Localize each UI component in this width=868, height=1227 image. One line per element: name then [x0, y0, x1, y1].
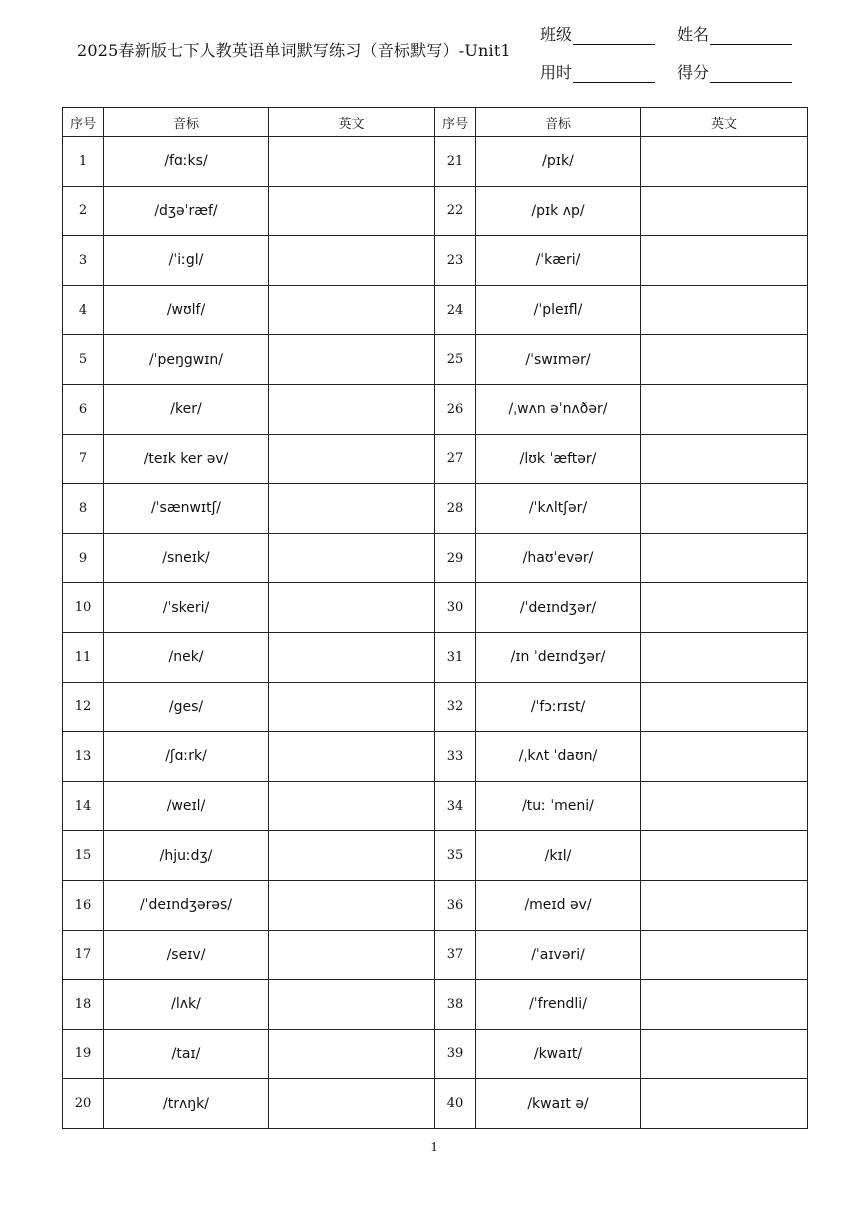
item-number: 31	[435, 632, 476, 682]
answer-cell[interactable]	[641, 285, 808, 335]
item-number: 25	[435, 335, 476, 385]
item-number: 29	[435, 533, 476, 583]
item-number: 28	[435, 484, 476, 534]
answer-cell[interactable]	[269, 236, 435, 286]
answer-cell[interactable]	[269, 285, 435, 335]
answer-cell[interactable]	[269, 1029, 435, 1079]
phonetic-cell: /ˈskeri/	[104, 583, 269, 633]
answer-cell[interactable]	[641, 732, 808, 782]
table-row	[63, 285, 808, 335]
answer-cell[interactable]	[641, 335, 808, 385]
phonetic-cell: /ges/	[104, 682, 269, 732]
score-blank[interactable]	[710, 66, 792, 83]
answer-cell[interactable]	[269, 781, 435, 831]
table-row	[63, 1079, 808, 1129]
answer-cell[interactable]	[641, 533, 808, 583]
phonetic-cell: /ˈpeŋgwɪn/	[104, 335, 269, 385]
table-row	[63, 781, 808, 831]
answer-cell[interactable]	[269, 1079, 435, 1129]
column-header-phonetic: 音标	[476, 108, 641, 137]
phonetic-cell: /teɪk ker əv/	[104, 434, 269, 484]
item-number: 19	[63, 1029, 104, 1079]
phonetic-cell: /ʃɑːrk/	[104, 732, 269, 782]
phonetic-cell: /lʌk/	[104, 980, 269, 1030]
phonetic-cell: /trʌŋk/	[104, 1079, 269, 1129]
table-row	[63, 434, 808, 484]
item-number: 34	[435, 781, 476, 831]
page-number: 1	[430, 1140, 438, 1155]
item-number: 9	[63, 533, 104, 583]
answer-cell[interactable]	[641, 831, 808, 881]
column-header-number: 序号	[63, 108, 104, 137]
table-row	[63, 880, 808, 930]
name-blank[interactable]	[710, 28, 792, 45]
table-row	[63, 1029, 808, 1079]
answer-cell[interactable]	[269, 831, 435, 881]
phonetic-cell: /ˈiːgl/	[104, 236, 269, 286]
answer-cell[interactable]	[641, 484, 808, 534]
item-number: 2	[63, 186, 104, 236]
phonetic-cell: /kɪl/	[476, 831, 641, 881]
phonetic-cell: /ˌkʌt ˈdaʊn/	[476, 732, 641, 782]
phonetic-cell: /ˈkʌltʃər/	[476, 484, 641, 534]
time-field	[540, 60, 655, 83]
answer-cell[interactable]	[641, 137, 808, 187]
item-number: 15	[63, 831, 104, 881]
item-number: 39	[435, 1029, 476, 1079]
phonetic-cell: /ˈswɪmər/	[476, 335, 641, 385]
item-number: 22	[435, 186, 476, 236]
table-row	[63, 533, 808, 583]
item-number: 3	[63, 236, 104, 286]
item-number: 21	[435, 137, 476, 187]
answer-cell[interactable]	[641, 632, 808, 682]
answer-cell[interactable]	[641, 1029, 808, 1079]
phonetic-cell: /lʊk ˈæftər/	[476, 434, 641, 484]
name-label: 姓名	[677, 25, 710, 44]
item-number: 8	[63, 484, 104, 534]
phonetic-cell: /ˈkæri/	[476, 236, 641, 286]
column-header-number: 序号	[435, 108, 476, 137]
item-number: 12	[63, 682, 104, 732]
answer-cell[interactable]	[269, 137, 435, 187]
item-number: 37	[435, 930, 476, 980]
time-label: 用时	[540, 63, 573, 82]
page-title: 2025春新版七下人教英语单词默写练习（音标默写）-Unit1	[77, 41, 511, 60]
item-number: 18	[63, 980, 104, 1030]
answer-cell[interactable]	[269, 583, 435, 633]
table-header-row	[63, 108, 808, 137]
table-row	[63, 583, 808, 633]
phonetic-cell: /taɪ/	[104, 1029, 269, 1079]
phonetic-cell: /haʊˈevər/	[476, 533, 641, 583]
column-header-english: 英文	[641, 108, 808, 137]
answer-cell[interactable]	[269, 484, 435, 534]
table-row	[63, 236, 808, 286]
phonetic-cell: /ker/	[104, 384, 269, 434]
name-field	[677, 22, 792, 45]
answer-cell[interactable]	[641, 434, 808, 484]
answer-cell[interactable]	[269, 533, 435, 583]
item-number: 23	[435, 236, 476, 286]
phonetic-cell: /fɑːks/	[104, 137, 269, 187]
class-blank[interactable]	[573, 28, 655, 45]
worksheet-header	[0, 0, 868, 100]
item-number: 6	[63, 384, 104, 434]
item-number: 13	[63, 732, 104, 782]
answer-cell[interactable]	[269, 880, 435, 930]
dictation-table	[62, 107, 808, 1129]
table-row	[63, 732, 808, 782]
class-field	[540, 22, 655, 45]
phonetic-cell: /ˈdeɪndʒər/	[476, 583, 641, 633]
answer-cell[interactable]	[269, 682, 435, 732]
item-number: 17	[63, 930, 104, 980]
phonetic-cell: /ˈaɪvəri/	[476, 930, 641, 980]
answer-cell[interactable]	[269, 335, 435, 385]
phonetic-cell: /kwaɪt/	[476, 1029, 641, 1079]
item-number: 11	[63, 632, 104, 682]
phonetic-cell: /nek/	[104, 632, 269, 682]
item-number: 26	[435, 384, 476, 434]
table-row	[63, 137, 808, 187]
phonetic-cell: /ɪn ˈdeɪndʒər/	[476, 632, 641, 682]
table-row	[63, 186, 808, 236]
answer-cell[interactable]	[641, 781, 808, 831]
answer-cell[interactable]	[269, 384, 435, 434]
item-number: 32	[435, 682, 476, 732]
answer-cell[interactable]	[641, 682, 808, 732]
answer-cell[interactable]	[269, 930, 435, 980]
column-header-phonetic: 音标	[104, 108, 269, 137]
table-row	[63, 484, 808, 534]
phonetic-cell: /hjuːdʒ/	[104, 831, 269, 881]
item-number: 27	[435, 434, 476, 484]
phonetic-cell: /ˈdeɪndʒərəs/	[104, 880, 269, 930]
answer-cell[interactable]	[641, 236, 808, 286]
phonetic-cell: /tuː ˈmeni/	[476, 781, 641, 831]
answer-cell[interactable]	[641, 583, 808, 633]
item-number: 38	[435, 980, 476, 1030]
answer-cell[interactable]	[641, 930, 808, 980]
phonetic-cell: /ˈsænwɪtʃ/	[104, 484, 269, 534]
phonetic-cell: /seɪv/	[104, 930, 269, 980]
item-number: 16	[63, 880, 104, 930]
table-row	[63, 682, 808, 732]
answer-cell[interactable]	[641, 1079, 808, 1129]
answer-cell[interactable]	[641, 186, 808, 236]
table-row	[63, 335, 808, 385]
column-header-english: 英文	[269, 108, 435, 137]
item-number: 10	[63, 583, 104, 633]
score-label: 得分	[677, 63, 710, 82]
table-row	[63, 930, 808, 980]
phonetic-cell: /ˌwʌn əˈnʌðər/	[476, 384, 641, 434]
answer-cell[interactable]	[641, 880, 808, 930]
answer-cell[interactable]	[269, 732, 435, 782]
item-number: 1	[63, 137, 104, 187]
item-number: 4	[63, 285, 104, 335]
phonetic-cell: /ˈpleɪfl/	[476, 285, 641, 335]
table-row	[63, 980, 808, 1030]
answer-cell[interactable]	[641, 980, 808, 1030]
phonetic-cell: /weɪl/	[104, 781, 269, 831]
item-number: 40	[435, 1079, 476, 1129]
class-label: 班级	[540, 25, 573, 44]
phonetic-cell: /ˈfɔːrɪst/	[476, 682, 641, 732]
phonetic-cell: /pɪk/	[476, 137, 641, 187]
table-row	[63, 831, 808, 881]
phonetic-cell: /ˈfrendli/	[476, 980, 641, 1030]
item-number: 33	[435, 732, 476, 782]
answer-cell[interactable]	[269, 186, 435, 236]
item-number: 7	[63, 434, 104, 484]
phonetic-cell: /sneɪk/	[104, 533, 269, 583]
time-blank[interactable]	[573, 66, 655, 83]
answer-cell[interactable]	[269, 434, 435, 484]
phonetic-cell: /dʒəˈræf/	[104, 186, 269, 236]
phonetic-cell: /meɪd əv/	[476, 880, 641, 930]
item-number: 5	[63, 335, 104, 385]
item-number: 30	[435, 583, 476, 633]
phonetic-cell: /kwaɪt ə/	[476, 1079, 641, 1129]
score-field	[677, 60, 792, 83]
table-row	[63, 384, 808, 434]
item-number: 14	[63, 781, 104, 831]
item-number: 36	[435, 880, 476, 930]
item-number: 24	[435, 285, 476, 335]
item-number: 20	[63, 1079, 104, 1129]
answer-cell[interactable]	[269, 980, 435, 1030]
table-row	[63, 632, 808, 682]
answer-cell[interactable]	[641, 384, 808, 434]
answer-cell[interactable]	[269, 632, 435, 682]
phonetic-cell: /pɪk ʌp/	[476, 186, 641, 236]
phonetic-cell: /wʊlf/	[104, 285, 269, 335]
item-number: 35	[435, 831, 476, 881]
